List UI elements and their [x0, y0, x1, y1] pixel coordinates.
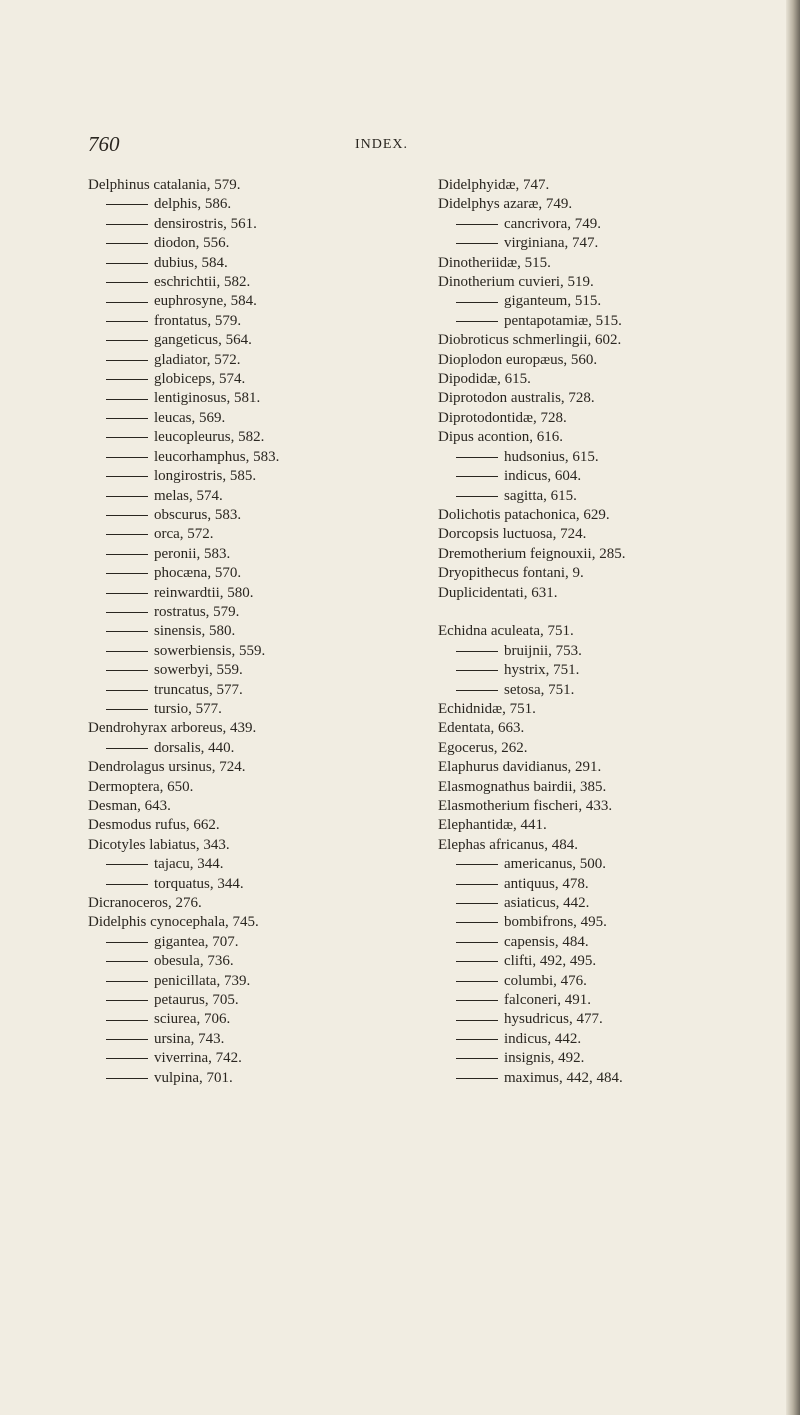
entry-text: Edentata, 663.	[438, 720, 525, 737]
ditto-dash	[456, 690, 498, 691]
entry-text: frontatus, 579.	[154, 312, 242, 329]
entry-text: lentiginosus, 581.	[154, 390, 261, 407]
index-entry	[438, 816, 778, 835]
entry-text: falconeri, 491.	[504, 992, 592, 1009]
entry-text: antiquus, 478.	[504, 875, 589, 892]
index-subentry	[88, 545, 418, 564]
entry-text: Echidnidæ, 751.	[438, 700, 536, 717]
ditto-dash	[106, 418, 148, 419]
ditto-dash	[456, 1000, 498, 1001]
entry-text: Delphinus catalania, 579.	[88, 177, 241, 193]
index-subentry	[88, 370, 418, 389]
index-entry	[88, 797, 418, 816]
ditto-dash	[456, 922, 498, 923]
ditto-dash	[106, 1058, 148, 1059]
entry-text: Dendrohyrax arboreus, 439.	[88, 720, 257, 737]
index-entry	[438, 506, 778, 525]
entry-text: sowerbyi, 559.	[154, 662, 243, 679]
entry-text: capensis, 484.	[504, 933, 589, 950]
index-entry	[438, 428, 778, 447]
entry-text: Didelphyidæ, 747.	[438, 177, 550, 193]
index-entry	[88, 816, 418, 835]
entry-text: hystrix, 751.	[504, 662, 580, 679]
ditto-dash	[456, 942, 498, 943]
page-edge-shadow	[786, 0, 800, 1415]
ditto-dash	[456, 302, 498, 303]
ditto-dash	[106, 437, 148, 438]
entry-text: bruijnii, 753.	[504, 642, 582, 659]
entry-text: torquatus, 344.	[154, 875, 244, 892]
index-subentry	[88, 351, 418, 370]
entry-text: sowerbiensis, 559.	[154, 642, 266, 659]
index-subentry	[88, 952, 418, 971]
ditto-dash	[106, 709, 148, 710]
entry-text: giganteum, 515.	[504, 293, 602, 310]
index-subentry	[88, 739, 418, 758]
entry-text: dorsalis, 440.	[154, 739, 235, 756]
entry-text: gladiator, 572.	[154, 351, 241, 368]
entry-text: Dremotherium feignouxii, 285.	[438, 545, 626, 562]
ditto-dash	[456, 496, 498, 497]
ditto-dash	[456, 243, 498, 244]
index-entry	[438, 584, 778, 603]
entry-text: leucopleurus, 582.	[154, 429, 265, 446]
index-subentry	[88, 564, 418, 583]
index-entry	[438, 758, 778, 777]
entry-text: Echidna aculeata, 751.	[438, 623, 574, 640]
index-subentry	[88, 506, 418, 525]
index-subentry	[88, 487, 418, 506]
entry-text: Desmodus rufus, 662.	[88, 817, 220, 834]
ditto-dash	[106, 1000, 148, 1001]
index-subentry	[88, 254, 418, 273]
index-subentry	[88, 409, 418, 428]
index-entry	[88, 758, 418, 777]
index-subentry	[438, 487, 778, 506]
index-subentry	[88, 972, 418, 991]
index-subentry	[88, 933, 418, 952]
entry-text: delphis, 586.	[154, 196, 232, 213]
index-subentry	[88, 1030, 418, 1049]
ditto-dash	[106, 534, 148, 535]
ditto-dash	[456, 961, 498, 962]
entry-text: pentapotamiæ, 515.	[504, 312, 622, 329]
index-subentry	[438, 991, 778, 1010]
ditto-dash	[456, 457, 498, 458]
entry-text: hysudricus, 477.	[504, 1011, 603, 1028]
entry-text: Diprotodon australis, 728.	[438, 390, 595, 407]
entry-text: leucas, 569.	[154, 409, 226, 426]
entry-text: reinwardtii, 580.	[154, 584, 254, 601]
index-subentry	[88, 1049, 418, 1068]
index-entry	[438, 797, 778, 816]
entry-text: hudsonius, 615.	[504, 448, 599, 465]
entry-text: Egocerus, 262.	[438, 739, 528, 756]
entry-text: Elaphurus davidianus, 291.	[438, 759, 602, 776]
index-entry	[438, 176, 778, 195]
index-entry	[438, 273, 778, 292]
index-subentry	[438, 972, 778, 991]
ditto-dash	[456, 651, 498, 652]
index-entry	[438, 195, 778, 214]
ditto-dash	[106, 1020, 148, 1021]
index-subentry	[88, 875, 418, 894]
ditto-dash	[106, 224, 148, 225]
entry-text: viverrina, 742.	[154, 1050, 242, 1067]
index-entry	[438, 331, 778, 350]
index-subentry	[438, 913, 778, 932]
entry-text: ursina, 743.	[154, 1030, 225, 1047]
index-column-left	[88, 176, 418, 1088]
entry-text: Dicranoceros, 276.	[88, 895, 202, 912]
entry-text: Dioplodon europæus, 560.	[438, 351, 598, 368]
index-subentry	[88, 448, 418, 467]
index-subentry	[88, 467, 418, 486]
index-subentry	[438, 1049, 778, 1068]
ditto-dash	[456, 1039, 498, 1040]
entry-text: Elephas africanus, 484.	[438, 836, 578, 853]
index-entry	[438, 622, 778, 641]
index-subentry	[88, 312, 418, 331]
entry-text: gigantea, 707.	[154, 933, 239, 950]
entry-text: Dipodidæ, 615.	[438, 371, 531, 388]
index-subentry	[88, 215, 418, 234]
ditto-dash	[106, 321, 148, 322]
ditto-dash	[456, 1058, 498, 1059]
entry-text: Dryopithecus fontani, 9.	[438, 565, 584, 582]
ditto-dash	[456, 321, 498, 322]
index-subentry	[438, 1010, 778, 1029]
ditto-dash	[456, 670, 498, 671]
index-subentry	[438, 933, 778, 952]
index-entry	[88, 176, 418, 195]
ditto-dash	[106, 1078, 148, 1079]
entry-text: asiaticus, 442.	[504, 895, 590, 912]
entry-text: leucorhamphus, 583.	[154, 448, 280, 465]
ditto-dash	[456, 224, 498, 225]
entry-text: obesula, 736.	[154, 953, 234, 970]
index-subentry	[438, 642, 778, 661]
entry-text: Duplicidentati, 631.	[438, 584, 558, 601]
entry-text: americanus, 500.	[504, 856, 607, 873]
entry-text: Dinotheriidæ, 515.	[438, 254, 551, 271]
index-subentry	[438, 1069, 778, 1088]
entry-text: Didelphys azaræ, 749.	[438, 196, 573, 213]
ditto-dash	[456, 1078, 498, 1079]
index-subentry	[88, 642, 418, 661]
ditto-dash	[106, 515, 148, 516]
ditto-dash	[456, 884, 498, 885]
index-subentry	[88, 700, 418, 719]
index-entry	[88, 836, 418, 855]
index-subentry	[88, 273, 418, 292]
ditto-dash	[106, 302, 148, 303]
index-column-right	[438, 176, 778, 1088]
entry-text: Didelphis cynocephala, 745.	[88, 914, 259, 931]
entry-text: clifti, 492, 495.	[504, 953, 597, 970]
ditto-dash	[106, 263, 148, 264]
index-subentry	[438, 234, 778, 253]
ditto-dash	[456, 864, 498, 865]
entry-text: Dorcopsis luctuosa, 724.	[438, 526, 587, 543]
ditto-dash	[106, 981, 148, 982]
entry-text: Dinotherium cuvieri, 519.	[438, 274, 594, 291]
index-entry	[88, 894, 418, 913]
entry-text: diodon, 556.	[154, 235, 230, 252]
entry-text: densirostris, 561.	[154, 215, 257, 232]
index-subentry	[88, 1069, 418, 1088]
ditto-dash	[106, 631, 148, 632]
ditto-dash	[106, 690, 148, 691]
entry-text: sciurea, 706.	[154, 1011, 231, 1028]
index-entry	[438, 719, 778, 738]
ditto-dash	[106, 942, 148, 943]
index-subentry	[88, 525, 418, 544]
entry-text: maximus, 442, 484.	[504, 1069, 623, 1086]
index-entry	[438, 370, 778, 389]
entry-text: cancrivora, 749.	[504, 215, 602, 232]
entry-text: tajacu, 344.	[154, 856, 224, 873]
entry-text: Diprotodontidæ, 728.	[438, 409, 567, 426]
entry-text: globiceps, 574.	[154, 371, 246, 388]
index-subentry	[438, 661, 778, 680]
entry-text: gangeticus, 564.	[154, 332, 252, 349]
index-subentry	[88, 661, 418, 680]
ditto-dash	[106, 379, 148, 380]
entry-text: obscurus, 583.	[154, 506, 242, 523]
index-entry	[438, 254, 778, 273]
ditto-dash	[106, 573, 148, 574]
index-subentry	[438, 681, 778, 700]
index-subentry	[88, 855, 418, 874]
entry-text: longirostris, 585.	[154, 468, 257, 485]
entry-text: setosa, 751.	[504, 681, 575, 698]
index-subentry	[88, 681, 418, 700]
index-entry	[88, 913, 418, 932]
index-subentry	[88, 428, 418, 447]
entry-text: Dolichotis patachonica, 629.	[438, 506, 610, 523]
ditto-dash	[106, 1039, 148, 1040]
index-subentry	[88, 1010, 418, 1029]
entry-text: Elephantidæ, 441.	[438, 817, 547, 834]
index-subentry	[88, 292, 418, 311]
index-subentry	[438, 448, 778, 467]
index-entry	[438, 545, 778, 564]
index-subentry	[438, 952, 778, 971]
ditto-dash	[106, 476, 148, 477]
index-entry	[438, 389, 778, 408]
entry-text: Dermoptera, 650.	[88, 778, 194, 795]
index-subentry	[438, 894, 778, 913]
entry-text: bombifrons, 495.	[504, 914, 607, 931]
entry-text: rostratus, 579.	[154, 603, 240, 620]
ditto-dash	[106, 282, 148, 283]
entry-text: tursio, 577.	[154, 700, 222, 717]
index-entry	[438, 409, 778, 428]
entry-text: indicus, 604.	[504, 468, 582, 485]
index-subentry	[438, 855, 778, 874]
ditto-dash	[106, 554, 148, 555]
index-subentry	[438, 1030, 778, 1049]
entry-text: indicus, 442.	[504, 1030, 582, 1047]
index-subentry	[438, 312, 778, 331]
index-subentry	[88, 584, 418, 603]
entry-text: vulpina, 701.	[154, 1069, 233, 1086]
index-subentry	[88, 603, 418, 622]
ditto-dash	[106, 399, 148, 400]
index-entry	[88, 778, 418, 797]
index-entry	[438, 739, 778, 758]
entry-text: insignis, 492.	[504, 1050, 585, 1067]
ditto-dash	[106, 457, 148, 458]
index-subentry	[88, 389, 418, 408]
ditto-dash	[106, 884, 148, 885]
index-entry	[438, 778, 778, 797]
page-number: 760	[88, 132, 120, 156]
ditto-dash	[106, 612, 148, 613]
index-entry	[438, 564, 778, 583]
running-head: INDEX.	[355, 137, 409, 152]
ditto-dash	[456, 981, 498, 982]
index-subentry	[438, 875, 778, 894]
ditto-dash	[106, 360, 148, 361]
entry-text: Dipus acontion, 616.	[438, 429, 563, 446]
ditto-dash	[106, 670, 148, 671]
entry-text: dubius, 584.	[154, 254, 228, 271]
entry-text: Dendrolagus ursinus, 724.	[88, 759, 246, 776]
entry-text: eschrichtii, 582.	[154, 274, 251, 291]
index-subentry	[438, 215, 778, 234]
index-entry	[438, 700, 778, 719]
entry-text: truncatus, 577.	[154, 681, 243, 698]
index-entry	[438, 525, 778, 544]
ditto-dash	[456, 476, 498, 477]
ditto-dash	[106, 961, 148, 962]
entry-text: orca, 572.	[154, 526, 214, 543]
entry-text: virginiana, 747.	[504, 235, 599, 252]
ditto-dash	[456, 1020, 498, 1021]
entry-text: Elasmotherium fischeri, 433.	[438, 797, 613, 814]
ditto-dash	[106, 204, 148, 205]
index-entry	[88, 719, 418, 738]
ditto-dash	[106, 651, 148, 652]
ditto-dash	[106, 864, 148, 865]
ditto-dash	[106, 593, 148, 594]
ditto-dash	[106, 340, 148, 341]
index-subentry	[88, 622, 418, 641]
entry-text: melas, 574.	[154, 487, 223, 504]
entry-text: Dicotyles labiatus, 343.	[88, 836, 230, 853]
ditto-dash	[456, 903, 498, 904]
ditto-dash	[106, 243, 148, 244]
index-entry	[438, 351, 778, 370]
index-subentry	[438, 467, 778, 486]
entry-text: phocæna, 570.	[154, 565, 242, 582]
entry-text: Desman, 643.	[88, 798, 171, 814]
entry-text: petaurus, 705.	[154, 992, 239, 1009]
index-subentry	[88, 331, 418, 350]
section-gap	[438, 603, 778, 622]
ditto-dash	[106, 496, 148, 497]
entry-text: penicillata, 739.	[154, 972, 251, 989]
entry-text: sinensis, 580.	[154, 623, 236, 640]
entry-text: peronii, 583.	[154, 545, 231, 562]
entry-text: euphrosyne, 584.	[154, 293, 257, 310]
ditto-dash	[106, 748, 148, 749]
index-entry	[438, 836, 778, 855]
index-subentry	[88, 195, 418, 214]
index-subentry	[88, 991, 418, 1010]
entry-text: columbi, 476.	[504, 972, 587, 989]
entry-text: Diobroticus schmerlingii, 602.	[438, 332, 622, 349]
index-subentry	[438, 292, 778, 311]
entry-text: Elasmognathus bairdii, 385.	[438, 778, 607, 795]
entry-text: sagitta, 615.	[504, 487, 577, 504]
index-subentry	[88, 234, 418, 253]
